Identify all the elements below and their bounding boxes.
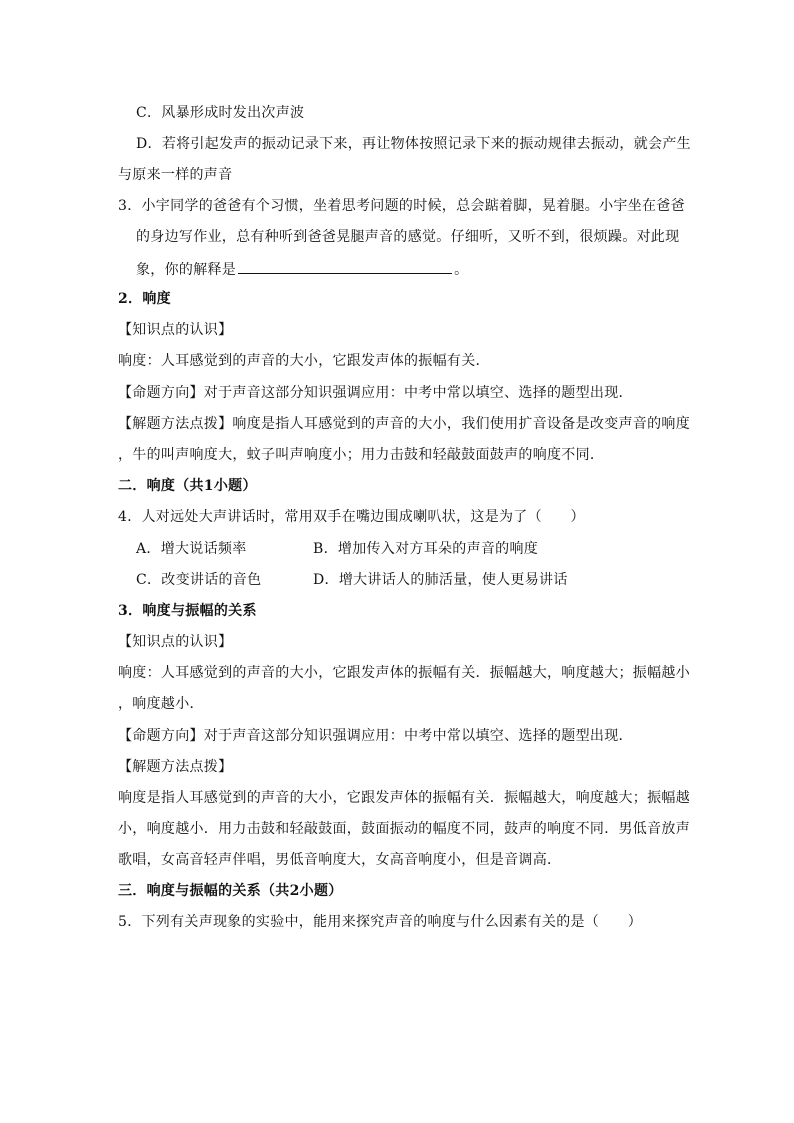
q2-option-c: C．风暴形成时发出次声波 [136,105,305,121]
section2-method-line2: ，牛的叫声响度大，蚊子叫声响度小；用力击鼓和轻敲鼓面鼓声的响度不同． [118,447,605,463]
section3-knowledge-line1: 响度：人耳感觉到的声音的大小，它跟发声体的振幅有关．振幅越大，响度越大；振幅越小 [118,665,690,681]
q3-line3-prefix: 象，你的解释是 [136,262,237,278]
q3-line2: 的身边写作业，总有种听到爸爸晃腿声音的感觉。仔细听，又听不到，很烦躁。对此现 [136,229,680,245]
q4-option-b[interactable]: B．增加传入对方耳朵的声音的响度 [313,541,539,557]
section2-heading: 2．响度 [118,291,171,307]
section3-method-line3: 歌唱，女高音轻声伴唱，男低音响度大，女高音响度小，但是音调高． [118,852,562,868]
q4-stem: 4．人对远处大声讲话时，常用双手在嘴边围成喇叭状，这是为了（ ） [118,509,585,525]
q4-option-d[interactable]: D．增大讲话人的肺活量，使人更易讲话 [313,572,568,588]
section3-knowledge-label: 【知识点的认识】 [118,634,233,650]
section2-direction: 【命题方向】对于声音这部分知识强调应用：中考中常以填空、选择的题型出现． [118,385,633,401]
q2-option-d-line1: D．若将引起发声的振动记录下来，再让物体按照记录下来的振动规律去振动，就会产生 [136,136,691,152]
section3-method-line1: 响度是指人耳感觉到的声音的大小，它跟发声体的振幅有关．振幅越大，响度越大；振幅越 [118,790,690,806]
q2-option-d-line2: 与原来一样的声音 [118,167,233,183]
q3-line3-suffix: 。 [454,262,469,278]
section3-knowledge-line2: ，响度越小． [118,696,204,712]
answer-blank[interactable] [238,259,452,274]
q3-line3 [136,259,468,279]
part2-heading: 二．响度（共1小题） [118,478,257,494]
section3-method-line2: 小，响度越小．用力击鼓和轻敲鼓面，鼓面振动的幅度不同，鼓声的响度不同．男低音放声 [118,821,690,837]
section2-knowledge-label: 【知识点的认识】 [118,322,233,338]
part3-heading: 三．响度与振幅的关系（共2小题） [118,883,343,899]
q3-line1: 3．小宇同学的爸爸有个习惯，坐着思考问题的时候，总会踮着脚，晃着腿。小宇坐在爸爸 [118,198,685,214]
q5-stem: 5．下列有关声现象的实验中，能用来探究声音的响度与什么因素有关的是（ ） [118,914,643,930]
section3-heading: 3．响度与振幅的关系 [118,603,257,619]
section3-method-label: 【解题方法点拨】 [118,759,233,775]
section2-knowledge-text: 响度：人耳感觉到的声音的大小，它跟发声体的振幅有关． [118,353,490,369]
section2-method-line1: 【解题方法点拨】响度是指人耳感觉到的声音的大小，我们使用扩音设备是改变声音的响度 [118,416,690,432]
q4-option-a[interactable]: A．增大说话频率 [136,541,247,557]
q4-option-c[interactable]: C．改变讲话的音色 [136,572,262,588]
section3-direction: 【命题方向】对于声音这部分知识强调应用：中考中常以填空、选择的题型出现． [118,728,633,744]
